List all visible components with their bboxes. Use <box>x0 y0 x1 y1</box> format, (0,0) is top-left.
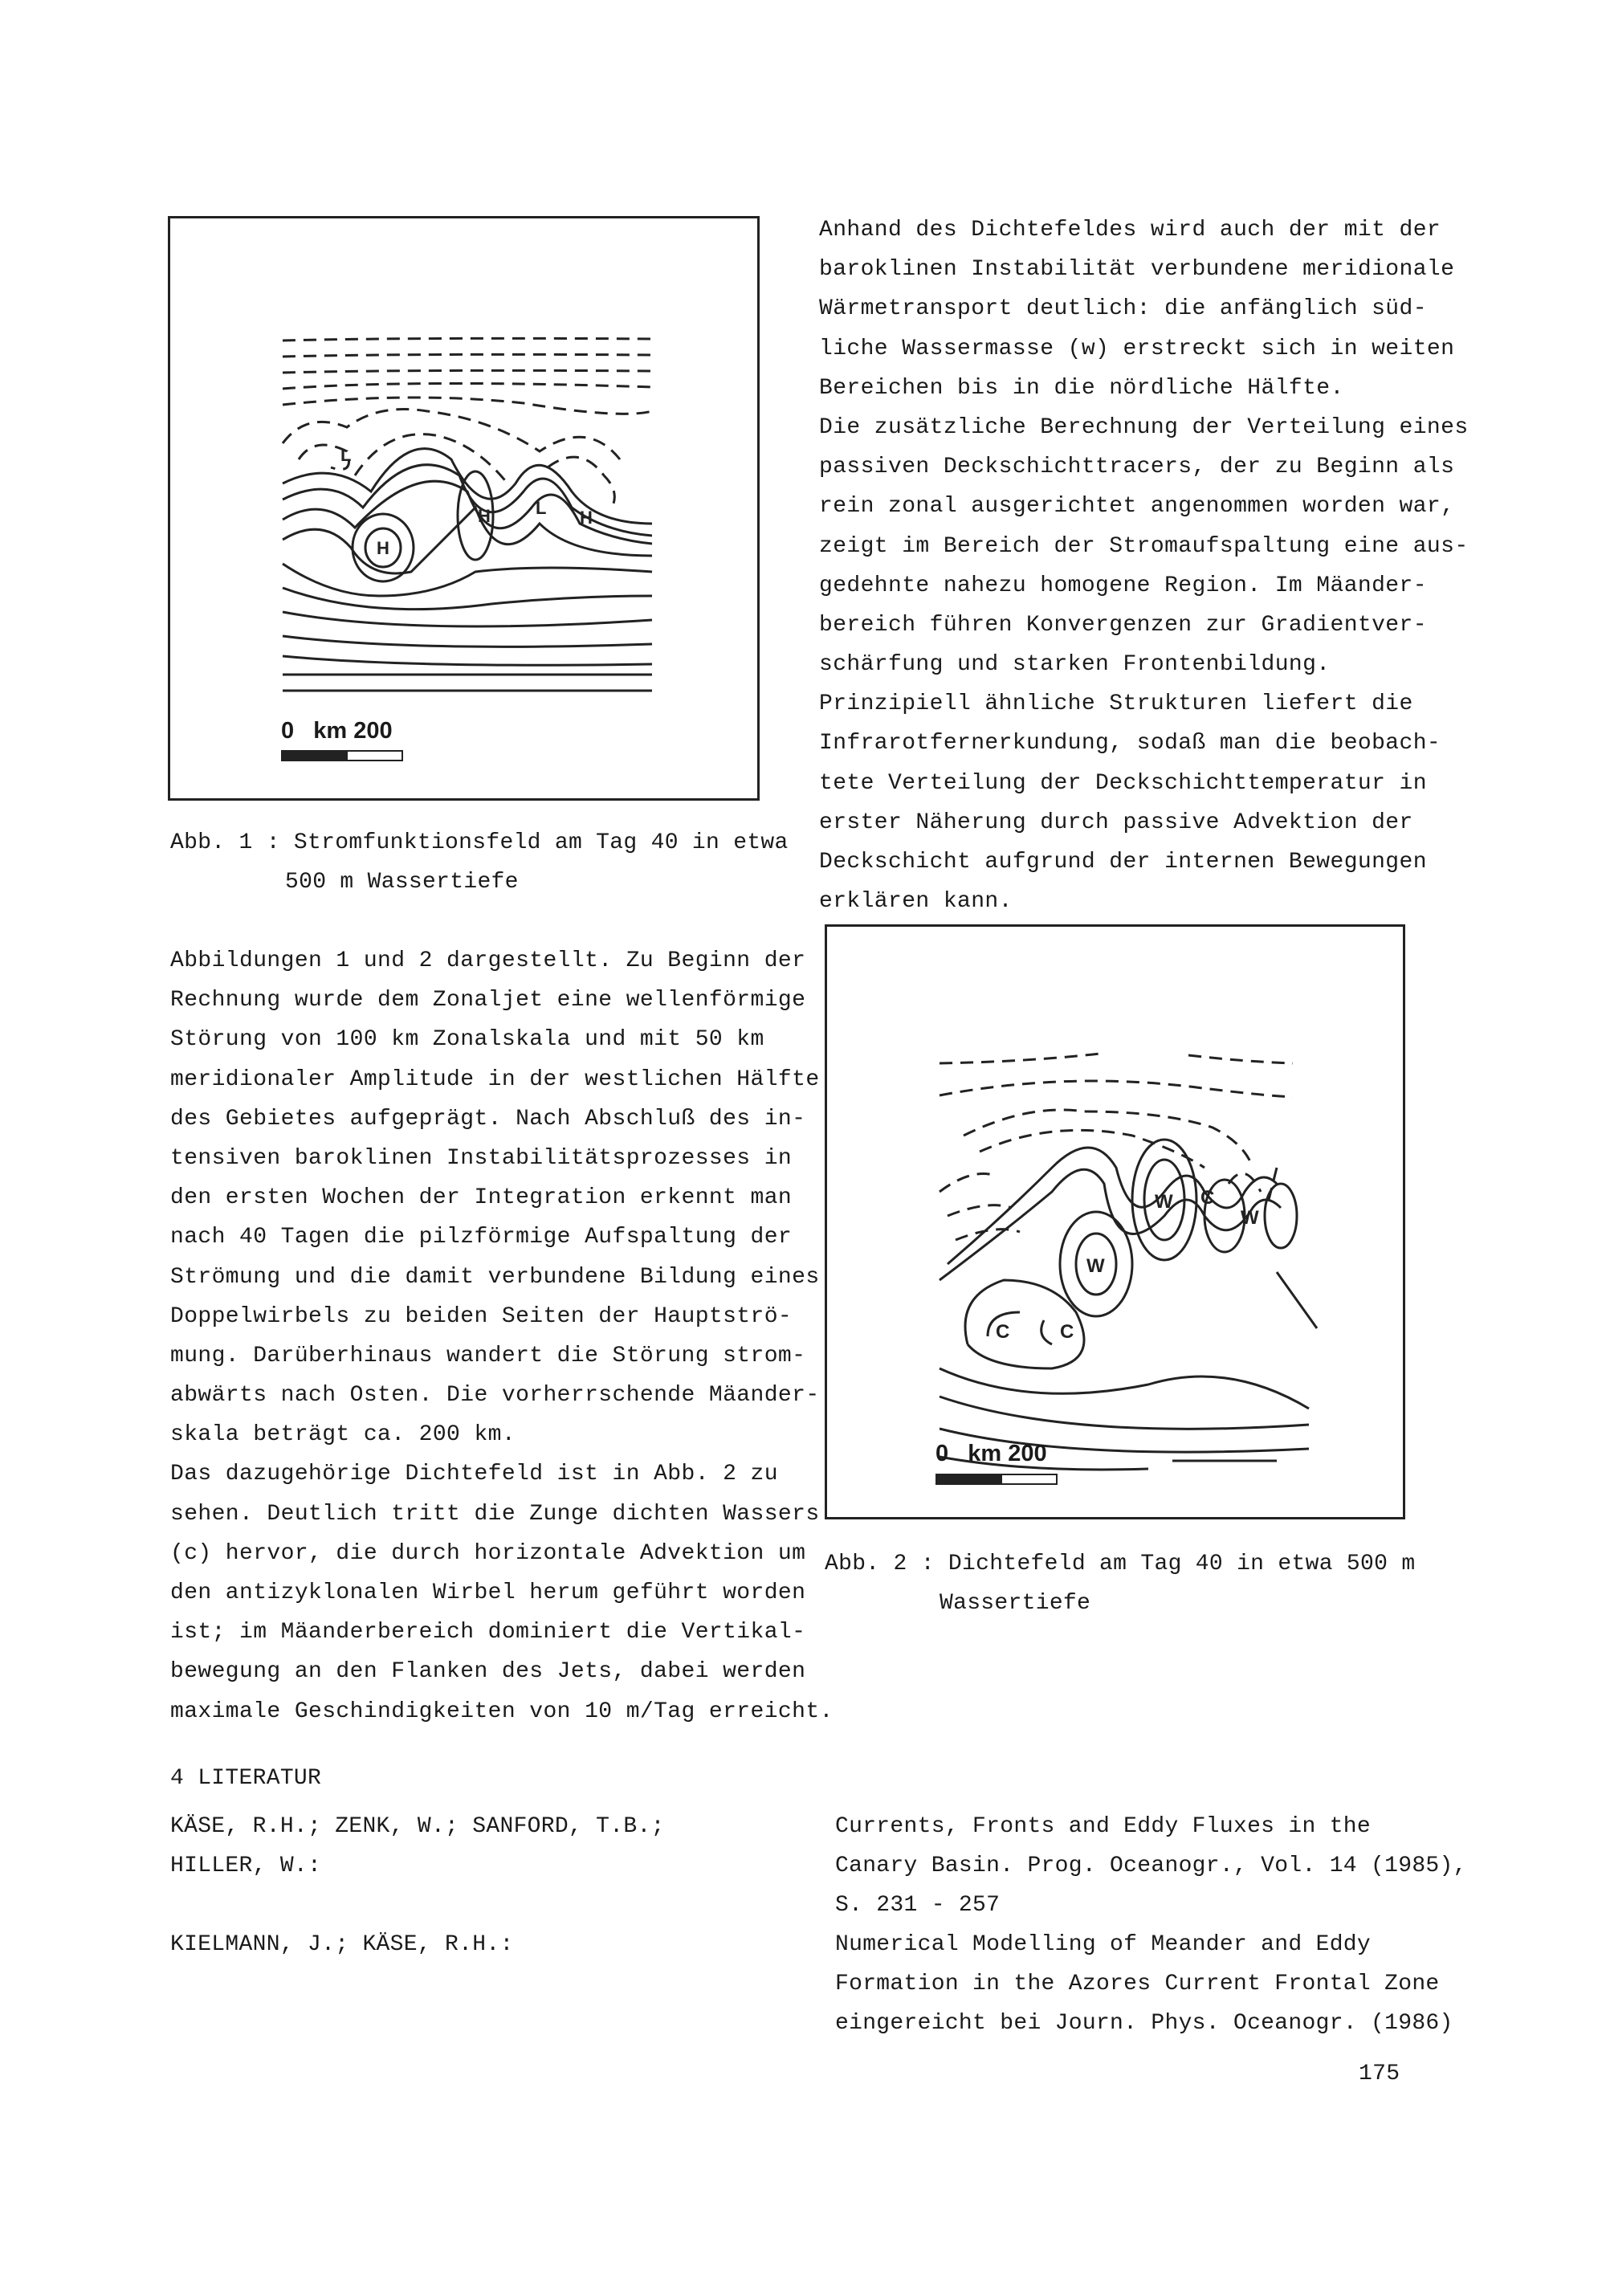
figure-1-label-h: H <box>377 538 389 558</box>
right-column-text <box>819 210 1469 921</box>
text-line: gedehnte nahezu homogene Region. Im Mäander- <box>819 573 1427 598</box>
reference-1-authors: KÄSE, R.H.; ZENK, W.; SANFORD, T.B.; <box>170 1814 665 1839</box>
figure-2-density-field <box>825 924 1405 1519</box>
text-line: abwärts nach Osten. Die vorherrschende Mäander- <box>170 1383 820 1409</box>
text-line: Bereichen bis in die nördliche Hälfte. <box>819 375 1344 401</box>
figure-1-label-h: H <box>580 508 593 528</box>
text-line: erklären kann. <box>819 889 1013 915</box>
figure-1-streamfunction <box>168 216 760 801</box>
figure-2-label-w: W <box>1086 1255 1105 1277</box>
text-line: tete Verteilung der Deckschichttemperatur in <box>819 770 1427 796</box>
text-line: bereich führen Konvergenzen zur Gradientver- <box>819 612 1427 638</box>
text-line: sehen. Deutlich tritt die Zunge dichten Wassers <box>170 1501 820 1527</box>
reference-2-authors: KIELMANN, J.; KÄSE, R.H.: <box>170 1932 514 1957</box>
reference-1-pages: S. 231 - 257 <box>835 1893 1001 1918</box>
text-line: Wärmetransport deutlich: die anfänglich süd- <box>819 296 1427 322</box>
reference-2-title: Numerical Modelling of Meander and Eddy <box>835 1932 1372 1957</box>
text-line: des Gebietes aufgeprägt. Nach Abschluß des in- <box>170 1106 806 1132</box>
text-line: maximale Geschindigkeiten von 10 m/Tag erreicht. <box>170 1699 834 1724</box>
text-line: erster Näherung durch passive Advektion der <box>819 810 1413 835</box>
page-number: 175 <box>1359 2062 1400 2086</box>
reference-2-journal: eingereicht bei Journ. Phys. Oceanogr. (1986) <box>835 2011 1453 2036</box>
section-heading-literatur: 4 LITERATUR <box>170 1766 322 1791</box>
text-line: liche Wassermasse (w) erstreckt sich in weiten <box>819 336 1455 361</box>
figure-2-caption: Abb. 2 : Dichtefeld am Tag 40 in etwa 500 m <box>825 1552 1416 1576</box>
text-line: mung. Darüberhinaus wandert die Störung strom- <box>170 1343 806 1368</box>
text-line: tensiven baroklinen Instabilitätsprozesses in <box>170 1145 793 1171</box>
figure-2-label-c: C <box>1200 1187 1215 1209</box>
reference-2-title: Formation in the Azores Current Frontal Zone <box>835 1972 1440 1996</box>
figure-1-contours <box>170 218 762 803</box>
reference-1-authors-cont: HILLER, W.: <box>170 1854 322 1878</box>
figure-1-scale-bar <box>281 750 403 761</box>
text-line: schärfung und starken Frontenbildung. <box>819 652 1331 678</box>
figure-2-caption-cont: Wassertiefe <box>940 1591 1091 1616</box>
text-line: bewegung an den Flanken des Jets, dabei werden <box>170 1659 806 1685</box>
figure-1-label-l: L <box>536 498 547 518</box>
text-line: (c) hervor, die durch horizontale Advektion um <box>170 1540 806 1566</box>
figure-1-caption: Abb. 1 : Stromfunktionsfeld am Tag 40 in etwa <box>170 830 789 855</box>
text-line: Deckschicht aufgrund der internen Bewegungen <box>819 850 1427 875</box>
text-line: nach 40 Tagen die pilzförmige Aufspaltung der <box>170 1225 793 1250</box>
text-line: den antizyklonalen Wirbel herum geführt worden <box>170 1580 806 1605</box>
text-line: baroklinen Instabilität verbundene meridionale <box>819 257 1455 283</box>
figure-2-label-c: C <box>1060 1321 1074 1343</box>
text-line: Strömung und die damit verbundene Bildung eines <box>170 1264 820 1290</box>
figure-1-label-h: H <box>478 506 491 526</box>
text-line: passiven Deckschichttracers, der zu Beginn als <box>819 455 1455 480</box>
text-line: Störung von 100 km Zonalskala und mit 50 km <box>170 1027 764 1053</box>
text-line: Prinzipiell ähnliche Strukturen liefert die <box>819 691 1413 717</box>
figure-2-contours <box>827 927 1408 1522</box>
text-line: ist; im Mäanderbereich dominiert die Vertikal- <box>170 1620 806 1646</box>
text-line: rein zonal ausgerichtet angenommen worden war, <box>819 494 1455 520</box>
text-line: den ersten Wochen der Integration erkennt man <box>170 1185 793 1211</box>
figure-1-caption-cont: 500 m Wassertiefe <box>285 870 519 895</box>
text-line: meridionaler Amplitude in der westlichen Hälfte <box>170 1066 820 1092</box>
figure-2-label-w: W <box>1155 1191 1173 1213</box>
figure-1-label-l: L <box>340 445 352 465</box>
figure-2-label-c: C <box>996 1321 1010 1343</box>
reference-1-title: Canary Basin. Prog. Oceanogr., Vol. 14 (1985), <box>835 1854 1467 1878</box>
text-line: zeigt im Bereich der Stromaufspaltung eine aus- <box>819 533 1469 559</box>
left-column-text <box>170 941 834 1731</box>
text-line: Anhand des Dichtefeldes wird auch der mit der <box>819 218 1441 243</box>
reference-1-title: Currents, Fronts and Eddy Fluxes in the <box>835 1814 1372 1839</box>
figure-2-scale-bar <box>935 1474 1058 1485</box>
text-line: Die zusätzliche Berechnung der Verteilung eines <box>819 414 1469 440</box>
text-line: Rechnung wurde dem Zonaljet eine wellenförmige <box>170 988 806 1013</box>
figure-1-scale-label: 0 km 200 <box>281 718 393 744</box>
figure-2-scale-label: 0 km 200 <box>935 1441 1047 1466</box>
figure-2-label-w: W <box>1241 1207 1259 1229</box>
text-line: Das dazugehörige Dichtefeld ist in Abb. 2 zu <box>170 1462 778 1487</box>
text-line: Doppelwirbels zu beiden Seiten der Hauptströ- <box>170 1303 793 1329</box>
text-line: skala beträgt ca. 200 km. <box>170 1422 516 1448</box>
text-line: Abbildungen 1 und 2 dargestellt. Zu Beginn der <box>170 948 806 973</box>
text-line: Infrarotfernerkundung, sodaß man die beobach- <box>819 731 1441 756</box>
